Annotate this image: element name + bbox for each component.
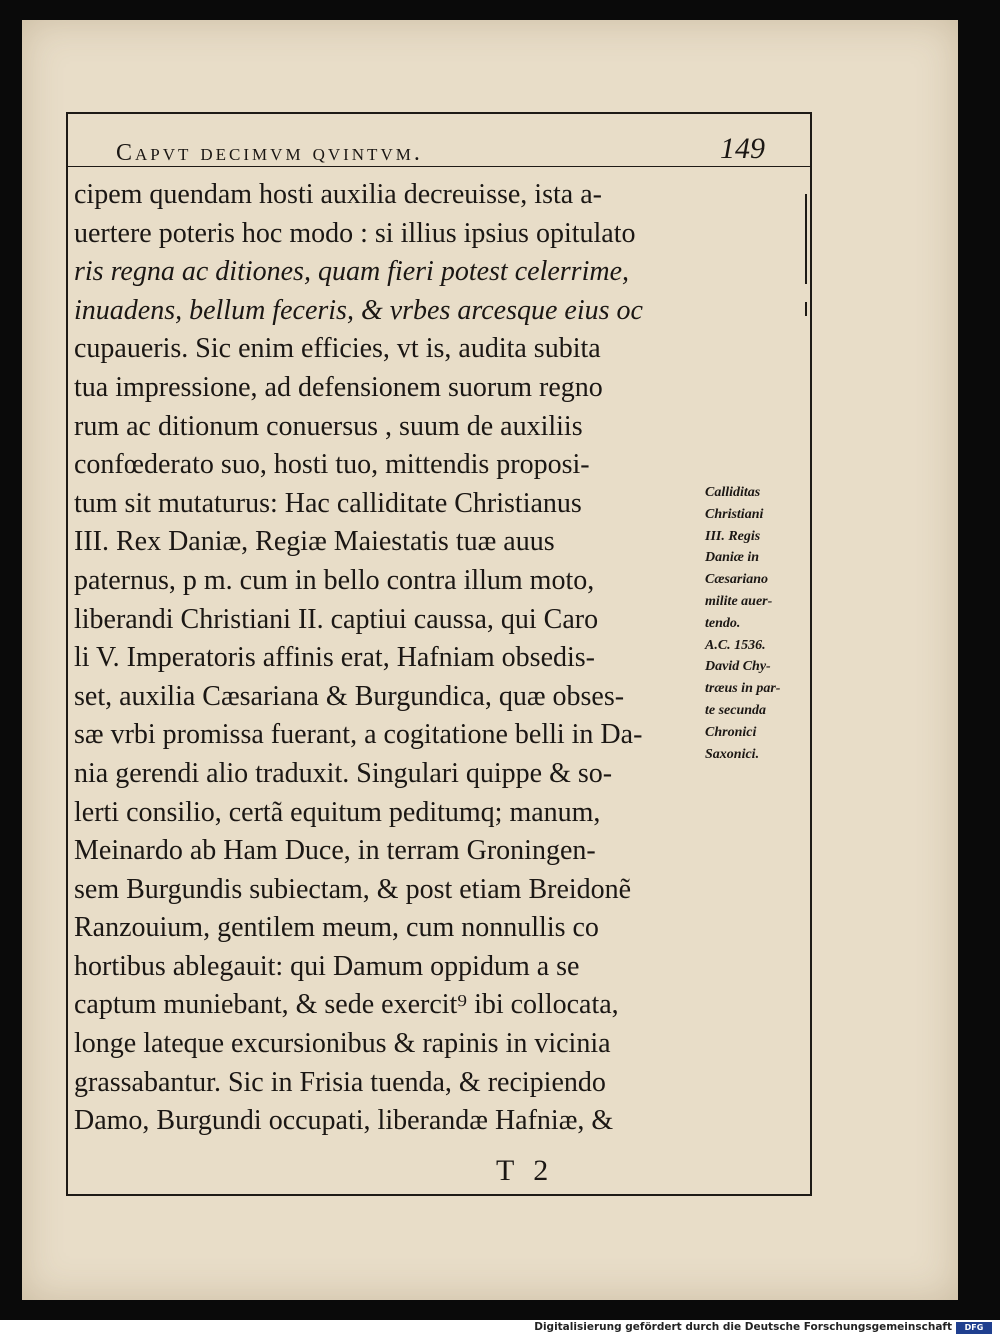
body-line: grassabantur. Sic in Frisia tuenda, & recipiendo	[74, 1066, 606, 1098]
body-line: III. Rex Daniæ, Regiæ Maiestatis tuæ auus	[74, 526, 555, 558]
dfg-logo: DFG	[956, 1322, 992, 1334]
catchword: T 2	[496, 1154, 555, 1187]
margin-note-line: A.C. 1536.	[705, 637, 766, 653]
body-line: nia gerendi alio traduxit. Singulari quippe & so-	[74, 757, 613, 789]
body-line: li V. Imperatoris affinis erat, Hafniam obsedis-	[74, 642, 595, 674]
margin-note	[705, 482, 815, 765]
body-line: captum muniebant, & sede exercit⁹ ibi collocata,	[74, 989, 619, 1021]
body-line: tua impressione, ad defensionem suorum regno	[74, 371, 603, 403]
margin-note-line: tendo.	[705, 615, 741, 631]
margin-note-line: Chronici	[705, 724, 757, 740]
scanned-page	[22, 20, 958, 1300]
margin-note-line: Cæsariano	[705, 572, 769, 588]
body-line: confœderato suo, hosti tuo, mittendis proposi-	[74, 449, 590, 481]
page-number: 149	[720, 132, 765, 165]
body-line: longe lateque excursionibus & rapinis in vicinia	[74, 1028, 611, 1060]
margin-note-line: Christiani	[705, 506, 764, 522]
body-line: inuadens, bellum feceris, & vrbes arcesque eius oc	[74, 294, 643, 326]
margin-note-line: træus in par-	[705, 681, 781, 697]
body-line: Ranzouium, gentilem meum, cum nonnullis co	[74, 912, 599, 944]
body-line: ris regna ac ditiones, quam fieri potest celerrime,	[74, 256, 629, 288]
margin-tick	[805, 224, 807, 284]
body-line: tum sit mutaturus: Hac calliditate Christianus	[74, 487, 582, 519]
header-rule	[68, 166, 810, 167]
body-text	[74, 176, 704, 1141]
margin-note-line: Daniæ in	[705, 550, 760, 566]
body-line: cupaueris. Sic enim efficies, vt is, audita subita	[74, 333, 601, 365]
body-line: uertere poteris hoc modo : si illius ipsius opitulato	[74, 217, 636, 249]
margin-note-line: te secunda	[705, 702, 767, 718]
margin-note-line: Saxonici.	[705, 746, 760, 762]
body-line: lerti consilio, certã equitum peditumq; manum,	[74, 796, 601, 828]
body-line: hortibus ablegauit: qui Damum oppidum a se	[74, 950, 580, 982]
body-line: liberandi Christiani II. captiui caussa, qui Caro	[74, 603, 599, 635]
funding-notice: Digitalisierung gefördert durch die Deutsche Forschungsgemeinschaft	[534, 1321, 952, 1333]
body-line: Damo, Burgundi occupati, liberandæ Hafniæ, &	[74, 1105, 614, 1137]
running-head: Capvt decimvm qvintvm.	[116, 140, 423, 166]
margin-note-line: Calliditas	[705, 485, 761, 500]
margin-tick	[805, 302, 807, 316]
margin-note-line: III. Regis	[705, 528, 761, 544]
body-line: Meinardo ab Ham Duce, in terram Groningen-	[74, 835, 596, 867]
margin-note-line: David Chy-	[705, 659, 771, 675]
body-line: rum ac ditionum conuersus , suum de auxiliis	[74, 410, 583, 442]
body-line: sæ vrbi promissa fuerant, a cogitatione belli in Da-	[74, 719, 643, 751]
margin-note-line: milite auer-	[705, 593, 773, 609]
body-line: paternus, p m. cum in bello contra illum moto,	[74, 564, 595, 596]
body-line: set, auxilia Cæsariana & Burgundica, quæ obses-	[74, 680, 625, 712]
body-line: cipem quendam hosti auxilia decreuisse, ista a-	[74, 179, 602, 210]
text-frame	[66, 112, 812, 1196]
body-line: sem Burgundis subiectam, & post etiam Breidonẽ	[74, 873, 632, 905]
